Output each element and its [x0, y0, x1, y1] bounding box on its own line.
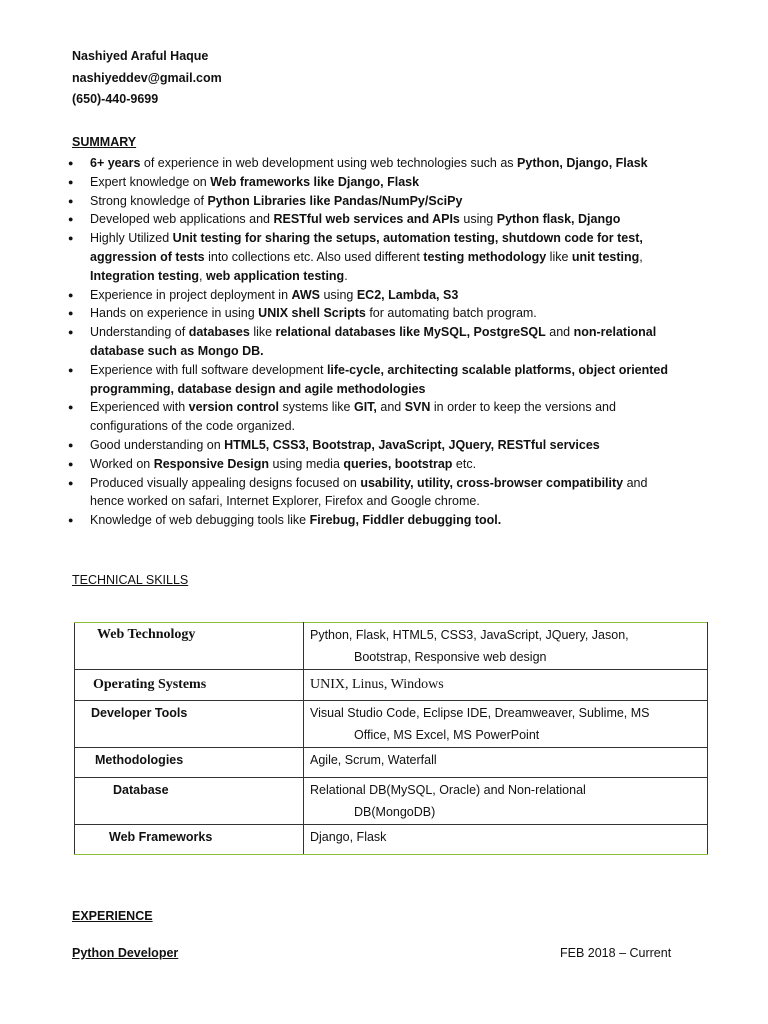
- summary-text: in order to keep the versions and configurations of the code organized.: [90, 400, 616, 434]
- table-row: [75, 748, 708, 778]
- summary-bold-text: HTML5, CSS3, Bootstrap, JavaScript, JQuery, RESTful services: [224, 437, 600, 452]
- summary-text: like: [546, 249, 572, 264]
- technical-skills-heading: TECHNICAL SKILLS: [72, 573, 189, 587]
- contact-block: [72, 46, 222, 111]
- summary-bold-text: databases: [188, 325, 250, 340]
- summary-bold-text: version control: [188, 400, 279, 415]
- table-row: [75, 701, 708, 748]
- skill-category: Web Technology: [75, 623, 304, 670]
- skill-values-continuation: Office, MS Excel, MS PowerPoint: [354, 728, 540, 742]
- summary-text: ,: [199, 268, 206, 283]
- summary-bold-text: queries, bootstrap: [343, 456, 453, 471]
- summary-bold-text: Python, Django, Flask: [517, 156, 648, 170]
- skill-values: [304, 623, 708, 670]
- table-row: [75, 670, 708, 701]
- summary-text: of experience in web development using web technologies such as: [140, 156, 518, 170]
- summary-text: Developed web applications and: [90, 212, 274, 227]
- summary-bold-text: relational databases like MySQL, PostgreSQL: [275, 325, 546, 340]
- skill-values-line: Agile, Scrum, Waterfall: [310, 753, 437, 767]
- table-row: [75, 825, 708, 855]
- summary-bold-text: Integration testing: [90, 268, 200, 283]
- summary-text: Hands on experience in using: [90, 306, 259, 321]
- summary-list-item: [72, 286, 672, 305]
- summary-text: and: [376, 400, 405, 415]
- summary-bold-text: web application testing: [205, 268, 345, 283]
- skill-category: Database: [75, 778, 304, 825]
- summary-text: .: [344, 268, 348, 283]
- experience-heading: EXPERIENCE: [72, 909, 153, 923]
- candidate-phone: (650)-440-9699: [72, 92, 159, 107]
- table-row: [75, 778, 708, 825]
- skill-values-line: Relational DB(MySQL, Oracle) and Non-relational: [310, 783, 586, 797]
- summary-text: Worked on: [90, 456, 154, 471]
- summary-list-item: [72, 229, 672, 285]
- skill-category: Operating Systems: [75, 670, 304, 701]
- candidate-email: nashiyeddev@gmail.com: [72, 70, 222, 85]
- summary-bold-text: Python flask, Django: [496, 212, 621, 227]
- summary-text: and: [545, 325, 574, 340]
- summary-text: Strong knowledge of: [90, 193, 208, 208]
- summary-list-item: [72, 154, 672, 173]
- summary-bold-text: unit testing: [571, 249, 640, 264]
- summary-text: using media: [269, 456, 344, 471]
- summary-text: Good understanding on: [90, 437, 225, 452]
- summary-text: Experienced with: [90, 400, 189, 415]
- summary-text: using: [320, 287, 357, 302]
- summary-list-item: [72, 511, 672, 530]
- job-title: Python Developer: [72, 946, 179, 960]
- summary-list-item: [72, 455, 672, 474]
- summary-text: using: [459, 212, 497, 227]
- summary-list-item: [72, 361, 672, 399]
- skill-category: Developer Tools: [75, 701, 304, 748]
- summary-list-item: [72, 210, 672, 229]
- summary-text: Highly Utilized: [90, 231, 173, 246]
- summary-text: Experience with full software development: [90, 362, 327, 377]
- summary-bold-text: Web frameworks like Django, Flask: [210, 174, 420, 189]
- skill-values: [304, 748, 708, 778]
- summary-text: Expert knowledge on: [90, 174, 211, 189]
- summary-bold-text: Responsive Design: [153, 456, 270, 471]
- skill-values: [304, 778, 708, 825]
- skill-values: [304, 670, 708, 701]
- summary-bold-text: SVN: [404, 400, 431, 415]
- summary-list: [72, 154, 672, 530]
- skill-values: [304, 701, 708, 748]
- summary-text: Knowledge of web debugging tools like: [90, 513, 310, 528]
- skill-values-continuation: DB(MongoDB): [354, 805, 436, 819]
- summary-text: ,: [639, 249, 643, 264]
- summary-heading: SUMMARY: [72, 135, 137, 149]
- summary-text: and hence worked on safari, Internet Explorer, Firefox and Google chrome.: [90, 475, 648, 509]
- skill-category: Web Frameworks: [75, 825, 304, 855]
- summary-bold-text: testing methodology: [423, 249, 547, 264]
- summary-bold-text: Python Libraries like Pandas/NumPy/SciPy: [207, 193, 463, 208]
- summary-text: etc.: [452, 456, 477, 471]
- technical-skills-table: [74, 622, 708, 855]
- skill-values-continuation: Bootstrap, Responsive web design: [354, 650, 547, 664]
- skill-values-line: Python, Flask, HTML5, CSS3, JavaScript, JQuery, Jason,: [310, 628, 629, 642]
- summary-text: Experience in project deployment in: [90, 287, 292, 302]
- skill-values: [304, 825, 708, 855]
- skill-values-line: Django, Flask: [310, 830, 387, 844]
- summary-list-item: [72, 304, 672, 323]
- table-row: [75, 623, 708, 670]
- summary-text: Produced visually appealing designs focused on: [90, 475, 361, 490]
- summary-text: for automating batch program.: [365, 306, 537, 321]
- summary-list-item: [72, 474, 672, 512]
- summary-bold-text: life-cycle, architecting scalable platforms, object oriented programming, database design and agile methodologies: [90, 362, 669, 396]
- summary-bold-text: GIT,: [353, 400, 377, 415]
- summary-bold-text: 6+ years: [90, 156, 141, 170]
- summary-bold-text: Unit testing for sharing the setups, automation testing, shutdown code for test, aggression of tests: [90, 231, 643, 264]
- skill-values-line: UNIX, Linus, Windows: [310, 677, 444, 692]
- summary-bold-text: AWS: [291, 287, 320, 302]
- summary-bold-text: non-relational database such as Mongo DB.: [90, 325, 657, 358]
- summary-text: Understanding of: [90, 325, 189, 340]
- summary-bold-text: EC2, Lambda, S3: [356, 287, 459, 302]
- summary-bold-text: Firebug, Fiddler debugging tool.: [309, 513, 502, 528]
- summary-bold-text: usability, utility, cross-browser compatibility: [360, 475, 624, 490]
- summary-list-item: [72, 436, 672, 455]
- skill-values-line: Visual Studio Code, Eclipse IDE, Dreamweaver, Sublime, MS: [310, 706, 650, 720]
- summary-list-item: [72, 323, 672, 361]
- summary-list-item: [72, 398, 672, 436]
- summary-text: into collections etc. Also used different: [204, 249, 424, 264]
- skill-category: Methodologies: [75, 748, 304, 778]
- job-dates: FEB 2018 – Current: [560, 946, 672, 960]
- summary-list-item: [72, 173, 672, 192]
- summary-bold-text: UNIX shell Scripts: [258, 306, 366, 321]
- summary-bold-text: RESTful web services and APIs: [273, 212, 460, 227]
- summary-text: like: [249, 325, 276, 340]
- candidate-name: Nashiyed Araful Haque: [72, 49, 209, 63]
- summary-text: systems like: [278, 400, 354, 415]
- summary-list-item: [72, 192, 672, 211]
